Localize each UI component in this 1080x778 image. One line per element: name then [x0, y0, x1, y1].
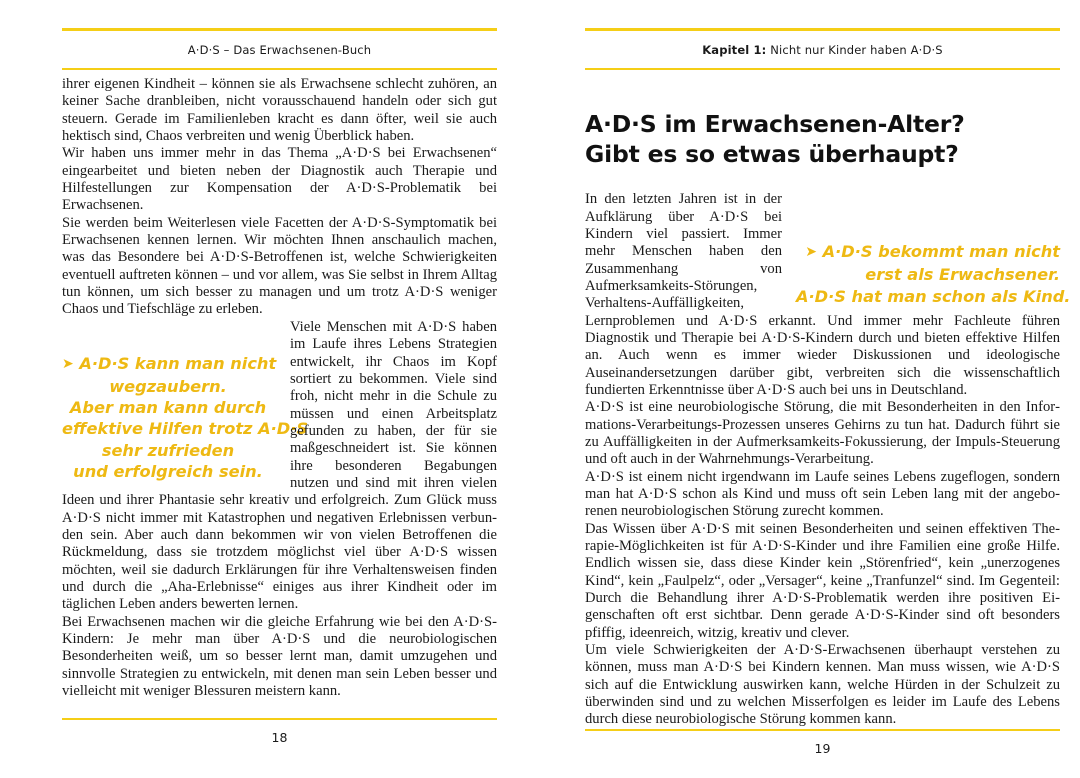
pull-quote-line: wegzaubern.	[109, 377, 227, 397]
pull-quote-line-text: A·D·S bekommt man nicht	[822, 242, 1060, 262]
right-running-head-text	[585, 31, 1060, 68]
pull-quote-top-spacer	[62, 319, 274, 353]
left-body-column	[62, 76, 497, 718]
pull-quote-line: sehr zufrieden	[101, 440, 235, 460]
chapter-label: Kapitel 1:	[702, 43, 767, 57]
right-body-text	[585, 191, 1071, 729]
chapter-heading	[585, 109, 1060, 169]
left-page	[0, 0, 540, 767]
right-header-rule-bottom	[585, 68, 1060, 70]
right-page-number: 19	[814, 740, 831, 756]
right-running-head	[585, 28, 1060, 76]
paragraph: In den letzten Jahren ist in der Aufklärung über A·D·S bei Kindern viel passiert. Immer mehr Menschen haben den Zusammenhang von Aufmerksamkeits-Störungen, Verhaltens-Auffälligkeiten, Lernproblemen und A·D·S erkannt. Und immer mehr Fachleute führen Diagnostik und Therapie bei A·D·S-Kindern durch und bieten effektive Hilfen an. Auch wenn es immer wieder Diskussionen und ideologische Auseinandersetzungen darüber gibt, verbreiten sich die wissenschaftlich fundierten Erkenntnisse über A·D·S auch bei uns in Deutschland.	[585, 191, 1060, 398]
pull-quote-line	[796, 241, 1060, 264]
paragraph: Um viele Schwierigkeiten der A·D·S-Erwachsenen überhaupt verstehen zu können, muss man A·D·S bei Kindern kennen. Man muss wissen, wie A·D·S sich auf die Entwicklung auswirken kann, welche Hürden in der Schulzeit zu überwinden sind und zu welchen Misserfolgen es leider im Laufe des Lebens durch diese neurobiologische Störung kommen kann.	[585, 642, 1060, 728]
left-body-text	[62, 76, 497, 700]
pull-quote-line-text: A·D·S kann man nicht	[79, 353, 277, 373]
pull-quote-line	[62, 353, 277, 376]
triangle-right-icon: ➤	[805, 244, 817, 261]
triangle-right-icon: ➤	[62, 355, 74, 372]
chapter-heading-line: A·D·S im Erwachsenen-Alter?	[585, 110, 965, 138]
paragraph: Wir haben uns immer mehr in das Thema „A·D·S bei Erwachsenen“ eingearbeitet und bieten neben der Diagnostik auch Therapie und Hilfestellungen zur Kompensation der A·D·S-Problematik bei Erwachsenen.	[62, 145, 497, 214]
chapter-title-inline: Nicht nur Kinder haben A·D·S	[766, 43, 943, 57]
left-running-head-text: A·D·S – Das Erwachsenen-Buch	[187, 43, 372, 57]
paragraph: Viele Menschen mit A·D·S haben im Laufe ihres Lebens Strategien entwickelt, ihr Chaos im Kopf sortiert zu bekommen. Viele sind froh, nicht mehr in die Schule zu müssen und einen Arbeitsplatz gefunden zu haben, der für sie maßgeschneidert ist. Sie können ihre besonderen Begabungen nutzen und sind mit ihren vielen Ideen und ihrer Phantasie sehr kreativ und erfolgreich. Zum Glück muss A·D·S nicht immer mit Katastrophen und negativen Erlebnissen verbunden sein. Aber auch dann bekommen wir von vielen Betroffenen die Rückmeldung, dass sie trotzdem möglichst viel über A·D·S wissen möchten, weil sie dadurch Erklärungen für ihre Verhaltensweisen finden und durch die „Aha-Erlebnisse“ einiges aus ihrer Kindheit oder im täglichen Leben anders bewerten lernen.	[62, 318, 497, 613]
left-page-footer	[62, 718, 497, 767]
paragraph: Bei Erwachsenen machen wir die gleiche Erfahrung wie bei den A·D·S-Kindern: Je mehr man über A·D·S und die neurobiologischen Besonderheiten weiß, um so besser lernt man, damit umzugehen und sinnvolle Strategien zu entwickeln, mit denen man sein Leben besser und vielleicht mit weniger Blessuren meistern kann.	[62, 613, 497, 700]
left-running-head	[62, 28, 497, 76]
right-pull-quote	[796, 191, 1071, 307]
paragraph: ihrer eigenen Kindheit – können sie als Erwachsene schlecht zuhören, an keiner Sache dranbleiben, nicht vorausschauend handeln oder sich gut steuern. Gerade im Familienleben kracht es dann öfter, weil sie auch hektisch sind, Chaos verbreiten und wenig Überblick haben.	[62, 76, 497, 145]
pull-quote-line: Aber man kann durch	[69, 398, 267, 418]
pull-quote-line: effektive Hilfen trotz A·D·S	[62, 419, 309, 439]
right-page-footer	[585, 729, 1060, 778]
pull-quote-line: A·D·S hat man schon als Kind.	[796, 286, 1071, 306]
left-pull-quote	[62, 319, 309, 482]
paragraph: A·D·S ist eine neurobiologische Störung, die mit Besonderheiten in den Informations-Verarbeitungs-Prozessen unseres Gehirns zu tun hat. Dadurch führt sie zu Auffälligkeiten in der Aufmerksamkeits-Fokussierung, der Impuls-Steuerung und oft auch in der Wahrnehmungs-Verarbeitung.	[585, 399, 1060, 468]
right-body-column	[585, 191, 1071, 729]
pull-quote-line: und erfolgreich sein.	[73, 461, 263, 481]
pull-quote-top-spacer	[796, 191, 1060, 241]
paragraph: Das Wissen über A·D·S mit seinen Besonderheiten und seinen effektiven Therapie-Möglichkeiten ist für A·D·S-Kinder und ihre Familien eine große Hilfe. Endlich wissen sie, dass diese Kinder kein „Störenfried“, kein „unerzogenes Kind“, kein „Faulpelz“, oder „Versager“, keine „Tranfunzel“ sind. Im Gegenteil: Durch die Behandlung ihrer A·D·S-Problematik werden ihre positiven Eigenschaften oft erst sichtbar. Denn gerade A·D·S-Kinder sind oft besonders pfiffig, ideenreich, witzig, kreativ und clever.	[585, 520, 1060, 641]
chapter-heading-line: Gibt es so etwas überhaupt?	[585, 140, 959, 169]
right-page	[540, 0, 1080, 767]
pull-quote-line: erst als Erwachsener.	[865, 265, 1060, 285]
paragraph: A·D·S ist einem nicht irgendwann im Laufe seines Lebens zugeflogen, sondern man hat A·D·S schon als Kind und muss oft sein Leben lang mit der angeborenen neurobiologischen Störung zurecht kommen.	[585, 468, 1060, 520]
left-page-number: 18	[271, 730, 288, 745]
left-header-rule-bottom	[62, 68, 497, 70]
paragraph: Sie werden beim Weiterlesen viele Facetten der A·D·S-Symptomatik bei Erwachsenen kennen lernen. Wir möchten Ihnen anschaulich machen, was das Besondere bei A·D·S-Betroffenen ist, welche Schwierigkeiten eventuell auftreten können – und vor allem, was Sie selbst in Ihrem Alltag tun können, um sich besser zu managen und um trotz A·D·S weniger Chaos und Tiefschläge zu erleben.	[62, 214, 497, 318]
